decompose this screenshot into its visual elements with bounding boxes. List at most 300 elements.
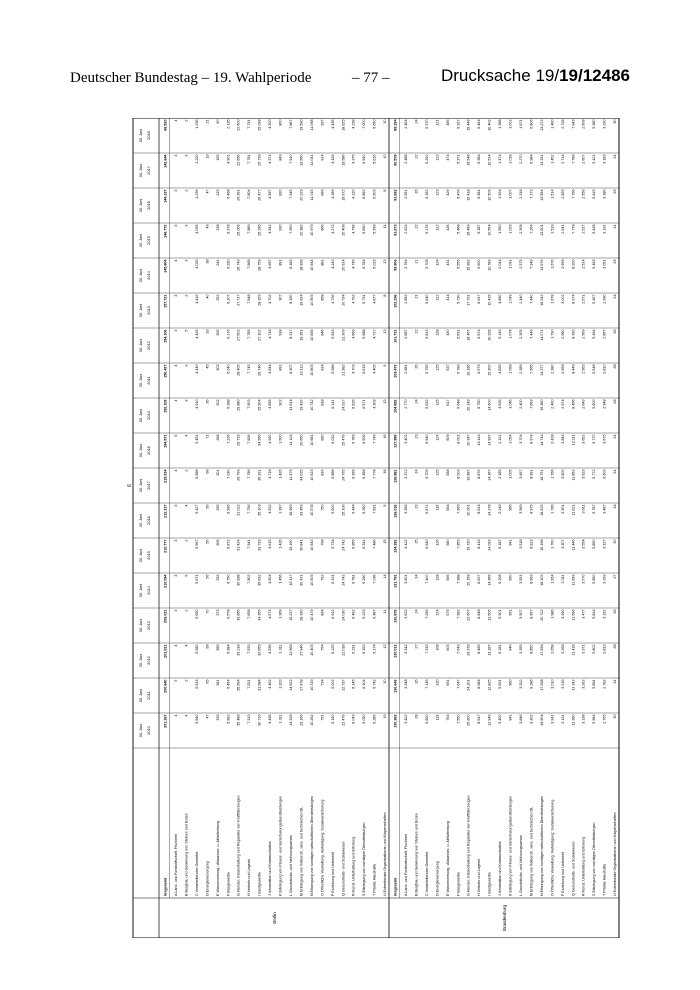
column-header-year: 2010 <box>146 726 151 735</box>
table-cell: 2.765 <box>602 714 607 724</box>
table-cell: 6.104 <box>362 679 367 689</box>
table-cell: 6.141 <box>330 399 335 409</box>
table-cell: 1.519 <box>550 224 555 234</box>
table-cell: 33 <box>205 329 210 334</box>
table-cell: 6.231 <box>351 644 356 654</box>
table-cell: 5.992 <box>226 714 231 724</box>
table-cell: 6.390 <box>362 504 367 514</box>
table-cell: 241 <box>215 259 220 266</box>
table-cell: 14.178 <box>487 504 492 516</box>
table-cell: 3.704 <box>518 434 523 444</box>
table-cell: 303 <box>215 364 220 371</box>
table-cell: 2.960 <box>560 329 565 339</box>
table-cell: 152.109 <box>163 399 168 413</box>
table-cell: 7.533 <box>247 644 252 654</box>
table-cell: 19.687 <box>466 469 471 481</box>
table-cell: 125 <box>435 469 440 476</box>
table-cell: 5.514 <box>194 679 199 689</box>
table-cell: 27 <box>414 644 419 649</box>
table-cell: 4 <box>173 364 178 367</box>
table-cell: 24 <box>414 119 419 124</box>
table-cell: 918 <box>278 329 283 336</box>
table-cell: 25.739 <box>257 154 262 166</box>
table-cell: 19 <box>383 714 388 719</box>
table-cell: 8 <box>383 189 388 192</box>
table-cell: 2.464 <box>403 119 408 129</box>
table-cell: 2.607 <box>581 154 586 164</box>
table-cell: 11.015 <box>309 189 314 201</box>
table-cell: 5.901 <box>498 609 503 619</box>
table-cell: 7.784 <box>571 154 576 164</box>
table-cell: 1.074 <box>508 329 513 339</box>
table-cell: 11.852 <box>571 469 576 481</box>
table-cell: 4.526 <box>498 399 503 409</box>
table-cell: 14.093 <box>487 539 492 551</box>
table-cell: 35.103 <box>257 504 262 516</box>
table-cell: 6.600 <box>477 259 482 269</box>
table-cell: 23 <box>414 434 419 439</box>
table-cell: 5.688 <box>194 469 199 479</box>
table-cell: 8.456 <box>571 399 576 409</box>
table-cell: 11.124 <box>288 434 293 446</box>
table-cell: 10.503 <box>309 574 314 586</box>
table-cell: 13 <box>383 399 388 404</box>
table-cell: 19.904 <box>539 714 544 726</box>
table-cell: 25.600 <box>466 714 471 726</box>
table-cell: 474 <box>445 154 450 161</box>
table-cell: 18.103 <box>539 574 544 586</box>
table-cell: 1.426 <box>278 539 283 549</box>
table-cell: 19.972 <box>341 189 346 201</box>
table-cell: 8.923 <box>529 539 534 549</box>
table-cell: 26 <box>414 189 419 194</box>
column-header: 30. Juni <box>138 198 143 213</box>
table-cell: 5.650 <box>372 119 377 129</box>
table-cell: 6.181 <box>498 644 503 654</box>
table-cell: 8.876 <box>477 469 482 479</box>
table-cell: 28.153 <box>257 294 262 306</box>
table-cell: 20.382 <box>299 224 304 236</box>
table-cell: 751 <box>320 714 325 721</box>
table-cell: 881 <box>320 259 325 266</box>
table-cell: 3.216 <box>560 679 565 689</box>
table-cell: 580 <box>445 539 450 546</box>
table-cell: 5.150 <box>330 714 335 724</box>
table-cell: 20.734 <box>341 294 346 306</box>
table-cell: 11.418 <box>571 644 576 656</box>
table-cell: 26 <box>613 609 618 614</box>
table-cell: 8.465 <box>477 644 482 654</box>
table-cell: 25.098 <box>257 119 262 131</box>
table-cell: 10 <box>383 119 388 124</box>
table-cell: 2.608 <box>581 119 586 129</box>
table-cell: 6.492 <box>351 609 356 619</box>
table-cell: 7.910 <box>288 154 293 164</box>
table-cell: 5.582 <box>194 644 199 654</box>
column-header-year: 2018 <box>146 446 151 455</box>
table-cell: 10.509 <box>487 189 492 201</box>
table-cell: 3.941 <box>550 714 555 724</box>
table-cell: 268 <box>215 434 220 441</box>
table-cell: 2 <box>184 119 189 122</box>
table-cell: 2.400 <box>518 399 523 409</box>
table-cell: 6.208 <box>498 574 503 584</box>
table-cell: 123 <box>435 189 440 196</box>
table-cell: 8 <box>383 294 388 297</box>
table-cell: 19.186 <box>466 364 471 376</box>
table-cell: 130.643 <box>393 679 398 693</box>
table-cell: 3.402 <box>403 434 408 444</box>
table-cell: 123 <box>435 154 440 161</box>
table-cell: 128 <box>435 329 440 336</box>
table-cell: 818 <box>320 399 325 406</box>
table-cell: 31.022 <box>236 504 241 516</box>
table-cell: 429 <box>445 189 450 196</box>
table-cell: 27.717 <box>236 294 241 306</box>
table-cell: 1.456 <box>278 574 283 584</box>
table-cell: 11.390 <box>571 714 576 726</box>
table-cell: 157.721 <box>163 294 168 308</box>
table-cell: 4 <box>184 644 189 647</box>
table-cell: 302 <box>215 399 220 406</box>
table-cell: 22 <box>414 224 419 229</box>
table-cell: 3.601 <box>403 574 408 584</box>
table-cell: 7.903 <box>247 399 252 409</box>
table-cell: 127.989 <box>393 434 398 448</box>
table-cell: 5.555 <box>456 259 461 269</box>
table-cell: 8.627 <box>477 574 482 584</box>
table-cell: 937 <box>320 119 325 126</box>
table-cell: 3 <box>173 189 178 192</box>
table-cell: 104.852 <box>393 399 398 413</box>
table-cell: 7.950 <box>288 224 293 234</box>
table-cell: 33.856 <box>236 609 241 621</box>
table-cell: 8.307 <box>288 364 293 374</box>
column-header: 30. Juni <box>138 513 143 528</box>
table-cell: 7.663 <box>529 399 534 409</box>
table-cell: 21.309 <box>341 329 346 341</box>
table-cell: 951 <box>508 609 513 616</box>
table-cell: 3.551 <box>518 574 523 584</box>
table-cell: 7.315 <box>424 644 429 654</box>
row-label: H Verkehr und Lagerei <box>477 859 482 896</box>
table-cell: 215.914 <box>163 469 168 483</box>
table-cell: 7.853 <box>456 539 461 549</box>
table-cell: 2 <box>184 469 189 472</box>
row-label: B Bergbau und Gewinnung von Steinen und Erden <box>184 813 189 896</box>
table-cell: 1.311 <box>278 644 283 654</box>
table-cell: 5.421 <box>592 154 597 164</box>
table-cell: 8.991 <box>529 469 534 479</box>
table-cell: 19.590 <box>299 119 304 131</box>
table-cell: 4 <box>173 469 178 472</box>
table-cell: 24.742 <box>341 574 346 586</box>
row-label: K Erbringung von Finanz- und Versicherungsdienstleistungen <box>278 795 283 896</box>
table-cell: 1.514 <box>550 189 555 199</box>
row-label: O Öffentliche Verwaltung, Verteidigung; Sozialversicherung <box>550 799 555 896</box>
table-cell: 24.030 <box>341 609 346 621</box>
table-cell: 3.569 <box>518 504 523 514</box>
table-cell: 66.520 <box>163 119 168 131</box>
table-cell: 3 <box>184 399 189 402</box>
table-cell: 6.032 <box>330 434 335 444</box>
table-cell: 6.671 <box>424 504 429 514</box>
table-cell: 142.644 <box>163 154 168 168</box>
table-cell: 537 <box>445 364 450 371</box>
table-cell: 6.995 <box>226 504 231 514</box>
table-cell: 132.879 <box>393 609 398 623</box>
table-cell: 7.781 <box>247 154 252 164</box>
table-cell: 15.360 <box>539 399 544 411</box>
table-cell: 9 <box>383 364 388 367</box>
table-cell: 333 <box>215 574 220 581</box>
table-cell: 122 <box>435 224 440 231</box>
publication-title: Deutscher Bundestag – 19. Wahlperiode <box>70 70 312 86</box>
table-cell: 22.600 <box>236 119 241 131</box>
table-cell: 6.458 <box>362 469 367 479</box>
table-cell: 5 <box>173 434 178 437</box>
table-cell: 3 <box>173 539 178 542</box>
table-cell: 6.384 <box>477 154 482 164</box>
table-cell: 7.521 <box>247 679 252 689</box>
table-cell: 3 <box>173 574 178 577</box>
table-cell: 6.872 <box>226 539 231 549</box>
table-cell: 125 <box>435 399 440 406</box>
table-cell: 22.018 <box>341 644 346 656</box>
table-cell: 108 <box>435 644 440 651</box>
row-label: A Land- und Forstwirtschaft, Fischerei <box>403 834 408 896</box>
table-cell: 22.607 <box>466 609 471 621</box>
table-cell: 6.043 <box>351 714 356 724</box>
table-cell: 1.007 <box>508 189 513 199</box>
table-cell: 34 <box>414 574 419 579</box>
table-cell: 6.487 <box>372 609 377 619</box>
table-cell: 7.941 <box>247 539 252 549</box>
table-cell: 10.425 <box>487 294 492 306</box>
table-cell: 2.990 <box>602 294 607 304</box>
table-cell: 295 <box>215 504 220 511</box>
table-cell: 3 <box>173 154 178 157</box>
table-cell: 194.571 <box>163 434 168 448</box>
table-cell: 26.746 <box>257 364 262 376</box>
table-cell: 2.551 <box>403 189 408 199</box>
table-cell: 750 <box>320 504 325 511</box>
table-cell: 10 <box>383 679 388 684</box>
table-cell: 1.054 <box>508 434 513 444</box>
table-cell: 2.514 <box>581 259 586 269</box>
table-cell: 7.264 <box>529 224 534 234</box>
table-cell: 101.731 <box>393 329 398 343</box>
table-cell: 6.574 <box>477 329 482 339</box>
table-cell: 7.988 <box>456 574 461 584</box>
table-cell: 5.667 <box>194 539 199 549</box>
table-cell: 4.272 <box>330 224 335 234</box>
table-cell: 6.789 <box>351 434 356 444</box>
table-cell: 5.400 <box>498 714 503 724</box>
table-cell: 6.152 <box>362 644 367 654</box>
table-cell: 25.106 <box>341 504 346 516</box>
table-cell: 7.889 <box>247 224 252 234</box>
table-cell: 7.826 <box>247 434 252 444</box>
column-header-year: 2012 <box>146 656 151 665</box>
table-cell: 3.500 <box>560 469 565 479</box>
table-cell: 20.614 <box>341 259 346 271</box>
table-cell: 14.367 <box>487 469 492 481</box>
table-cell: 91.673 <box>393 224 398 236</box>
table-cell: 3.002 <box>560 294 565 304</box>
table-cell: 6.912 <box>330 609 335 619</box>
table-cell: 4.792 <box>351 294 356 304</box>
table-cell: 6.806 <box>529 119 534 129</box>
table-cell: 12.968 <box>288 644 293 656</box>
table-cell: 5.850 <box>592 539 597 549</box>
table-cell: 9.302 <box>529 714 534 724</box>
table-cell: 2.569 <box>581 329 586 339</box>
table-cell: 834 <box>320 609 325 616</box>
table-cell: 16.198 <box>539 539 544 551</box>
table-cell: 6.578 <box>226 609 231 619</box>
table-cell: 7.789 <box>247 469 252 479</box>
table-cell: 21 <box>414 259 419 264</box>
table-cell: 22.737 <box>341 679 346 691</box>
row-label: J Information und Kommunikation <box>498 841 503 896</box>
table-cell: 28 <box>414 714 419 719</box>
table-cell: 5.457 <box>592 294 597 304</box>
table-cell: 23 <box>414 504 419 509</box>
table-cell: 4.877 <box>372 294 377 304</box>
table-cell: 21 <box>414 294 419 299</box>
table-cell: 4.615 <box>268 539 273 549</box>
column-header-year: 2010 <box>146 411 151 420</box>
table-cell: 2.389 <box>518 364 523 374</box>
table-cell: 16.548 <box>466 154 471 166</box>
table-cell: 2.460 <box>550 399 555 409</box>
table-cell: 15.418 <box>466 189 471 201</box>
document-id-prefix: 19/ <box>535 66 560 85</box>
table-cell: 20.143 <box>466 399 471 411</box>
table-cell: 15.449 <box>466 119 471 131</box>
table-cell: 11.693 <box>571 574 576 586</box>
table-cell: 1.397 <box>278 504 283 514</box>
table-cell: 5.162 <box>424 189 429 199</box>
table-cell: 7.969 <box>456 504 461 514</box>
table-cell: 2.440 <box>518 294 523 304</box>
table-cell: 26 <box>414 364 419 369</box>
table-cell: 4.745 <box>351 259 356 269</box>
table-cell: 3.371 <box>581 644 586 654</box>
table-cell: 3.268 <box>560 644 565 654</box>
row-label: S Erbringung von sonstigen Dienstleistungen <box>362 822 367 896</box>
table-cell: 734 <box>320 679 325 686</box>
table-cell: 30.421 <box>299 574 304 586</box>
table-cell: 10.479 <box>309 609 314 621</box>
table-cell: 2.810 <box>602 364 607 374</box>
table-cell: 11.621 <box>571 504 576 516</box>
table-cell: 7.647 <box>456 679 461 689</box>
table-cell: 4.309 <box>372 399 377 409</box>
table-cell: 1.790 <box>550 329 555 339</box>
table-cell: 47 <box>205 714 210 719</box>
table-cell: 2.999 <box>560 259 565 269</box>
table-cell: 5.640 <box>424 294 429 304</box>
table-cell: 3.307 <box>560 539 565 549</box>
table-cell: 17.731 <box>466 294 471 306</box>
table-cell: 4.406 <box>372 364 377 374</box>
table-cell: 5.143 <box>498 329 503 339</box>
table-cell: 34.566 <box>257 434 262 446</box>
table-cell: 19.112 <box>299 364 304 376</box>
table-cell: 6.290 <box>362 574 367 584</box>
table-cell: 333 <box>215 714 220 721</box>
table-cell: 426 <box>445 224 450 231</box>
table-cell: 361 <box>215 679 220 686</box>
table-cell: 4 <box>173 119 178 122</box>
table-cell: 19.730 <box>466 539 471 551</box>
table-cell: 6.940 <box>362 154 367 164</box>
table-cell: 14.328 <box>288 714 293 726</box>
table-cell: 15.300 <box>487 364 492 376</box>
page-number: – 77 – <box>352 70 390 86</box>
column-header: 30. Juni <box>138 548 143 563</box>
table-cell: 124 <box>435 434 440 441</box>
table-cell: 21 <box>205 119 210 124</box>
table-cell: 27.502 <box>236 329 241 341</box>
table-cell: 3.131 <box>560 714 565 724</box>
table-cell: 8.848 <box>477 609 482 619</box>
table-cell: 6.781 <box>351 574 356 584</box>
table-cell: 7.226 <box>226 434 231 444</box>
table-cell: 4.632 <box>268 504 273 514</box>
table-cell: 1.954 <box>550 574 555 584</box>
table-cell: 4.416 <box>194 294 199 304</box>
table-cell: 7.766 <box>571 189 576 199</box>
table-cell: 4.604 <box>268 574 273 584</box>
table-cell: 24.742 <box>341 539 346 551</box>
table-cell: 18.523 <box>539 504 544 516</box>
table-cell: 1.323 <box>278 679 283 689</box>
column-header-year: 2017 <box>146 481 151 490</box>
table-cell: 35.331 <box>257 469 262 481</box>
table-cell: 13.601 <box>539 224 544 236</box>
table-cell: 830 <box>320 434 325 441</box>
column-header: 30. Juni <box>138 688 143 703</box>
table-cell: 17.934 <box>539 644 544 656</box>
table-cell: 25.904 <box>257 399 262 411</box>
column-header-year: 2015 <box>146 551 151 560</box>
table-cell: 5.002 <box>330 679 335 689</box>
table-cell: 10.262 <box>309 714 314 726</box>
table-cell: 13.505 <box>487 609 492 621</box>
column-header-year: 2014 <box>146 271 151 280</box>
table-cell: 940 <box>508 644 513 651</box>
table-cell: 814 <box>320 364 325 371</box>
table-cell: 6.399 <box>351 469 356 479</box>
table-cell: 5.380 <box>592 119 597 129</box>
table-cell: 11.514 <box>288 399 293 411</box>
table-cell: 12.949 <box>487 714 492 726</box>
table-cell: 3.603 <box>602 469 607 479</box>
row-label: F Baugewerbe <box>226 872 231 896</box>
column-header-year: 2016 <box>146 516 151 525</box>
table-cell: 5.427 <box>194 504 199 514</box>
table-cell: 102.236 <box>393 294 398 308</box>
table-cell: 3.180 <box>602 189 607 199</box>
table-cell: 8.957 <box>529 609 534 619</box>
table-cell: 4 <box>173 714 178 717</box>
table-cell: 4.703 <box>351 364 356 374</box>
table-cell: 3.355 <box>518 644 523 654</box>
table-cell: 26.295 <box>257 224 262 236</box>
